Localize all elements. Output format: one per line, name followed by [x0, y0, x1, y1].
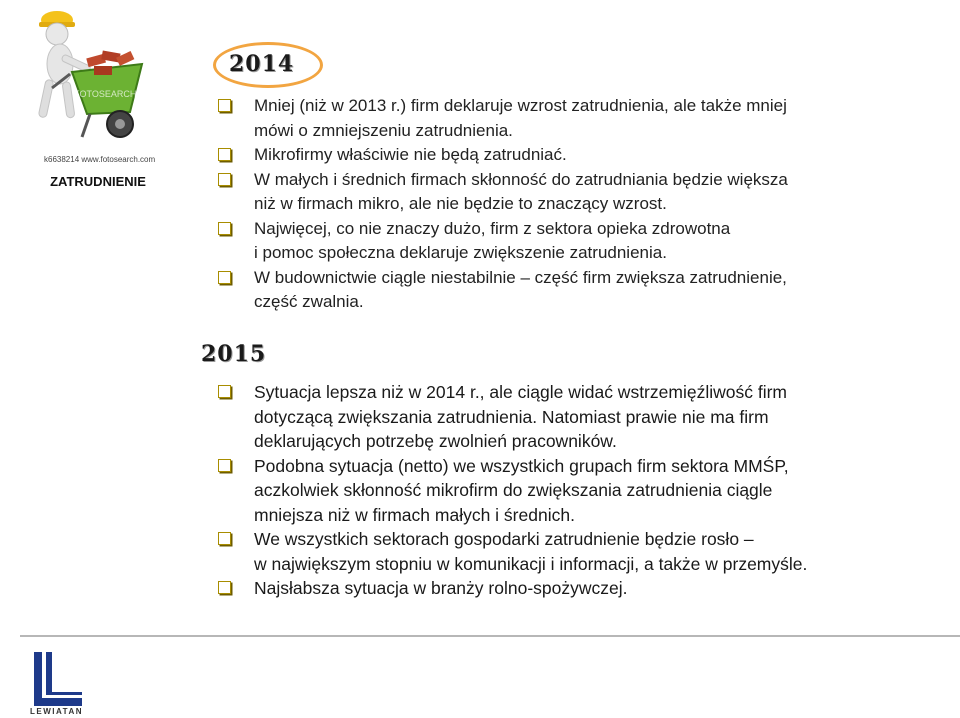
bullet-text-line: mniejsza niż w firmach małych i średnich.: [254, 504, 575, 525]
image-watermark: FOTOSEARCH: [74, 89, 137, 99]
bullet-text-line: We wszystkich sektorach gospodarki zatrudnienie będzie rosło –: [254, 529, 754, 549]
bullet-text-line: Najwięcej, co nie znaczy dużo, firm z sektora opieka zdrowotna: [254, 218, 731, 238]
checkbox-bullet-icon: [218, 385, 231, 398]
bullet-item: [218, 143, 948, 168]
checkbox-bullet-icon: [218, 99, 231, 112]
bullet-text-line: i pomoc społeczna deklaruje zwiększenie zatrudnienia.: [254, 243, 667, 262]
worker-wheelbarrow-illustration: [2, 2, 152, 152]
section-label: ZATRUDNIENIE: [50, 174, 146, 189]
bullet-item: [218, 527, 948, 576]
bullet-item: [218, 266, 948, 315]
checkbox-bullet-icon: [218, 459, 231, 472]
checkbox-bullet-icon: [218, 222, 231, 235]
bullet-text-line: deklarujących potrzebę zwolnień pracowników.: [254, 431, 617, 451]
bullet-text-line: w największym stopniu w komunikacji i informacji, a także w przemyśle.: [254, 553, 808, 574]
checkbox-bullet-icon: [218, 581, 231, 594]
checkbox-bullet-icon: [218, 173, 231, 186]
bullet-item: [218, 454, 948, 528]
bullet-text-line: niż w firmach mikro, ale nie będzie to znaczący wzrost.: [254, 194, 667, 213]
bullet-list-2015: [218, 380, 948, 601]
image-caption: k6638214 www.fotosearch.com: [44, 155, 156, 164]
checkbox-bullet-icon: [218, 148, 231, 161]
bullet-item: [218, 576, 948, 601]
bullet-item: [218, 94, 948, 143]
bullet-item: [218, 217, 948, 266]
bullet-item: [218, 168, 948, 217]
bullet-text-line: Podobna sytuacja (netto) we wszystkich grupach firm sektora MMŚP,: [254, 455, 789, 476]
footer-divider: [20, 635, 960, 637]
logo-text: LEWIATAN: [30, 707, 84, 716]
bullet-item: [218, 380, 948, 454]
bullet-text-line: W małych i średnich firmach skłonność do zatrudniania będzie większa: [254, 169, 788, 189]
bullet-text-line: Sytuacja lepsza niż w 2014 r., ale ciągle widać wstrzemięźliwość firm: [254, 382, 787, 402]
bullet-text-line: Mniej (niż w 2013 r.) firm deklaruje wzrost zatrudnienia, ale także mniej: [254, 96, 787, 115]
bullet-list-2014: [218, 94, 948, 315]
checkbox-bullet-icon: [218, 532, 231, 545]
checkbox-bullet-icon: [218, 271, 231, 284]
bullet-text-line: dotyczącą zwiększania zatrudnienia. Natomiast prawie nie ma firm: [254, 406, 769, 427]
year-heading-2015: 2015: [201, 341, 267, 367]
bullet-text-line: część zwalnia.: [254, 292, 364, 311]
year-heading-2014: 2014: [229, 51, 295, 77]
bullet-text-line: Mikrofirmy właściwie nie będą zatrudniać.: [254, 145, 567, 164]
bullet-text-line: mówi o zmniejszeniu zatrudnienia.: [254, 120, 513, 140]
bullet-text-line: aczkolwiek skłonność mikrofirm do zwiększania zatrudnienia ciągle: [254, 480, 773, 500]
bullet-text-line: W budownictwie ciągle niestabilnie – część firm zwiększa zatrudnienie,: [254, 267, 787, 287]
lewiatan-logo-icon: [30, 650, 86, 708]
bullet-text-line: Najsłabsza sytuacja w branży rolno-spożywczej.: [254, 578, 628, 598]
